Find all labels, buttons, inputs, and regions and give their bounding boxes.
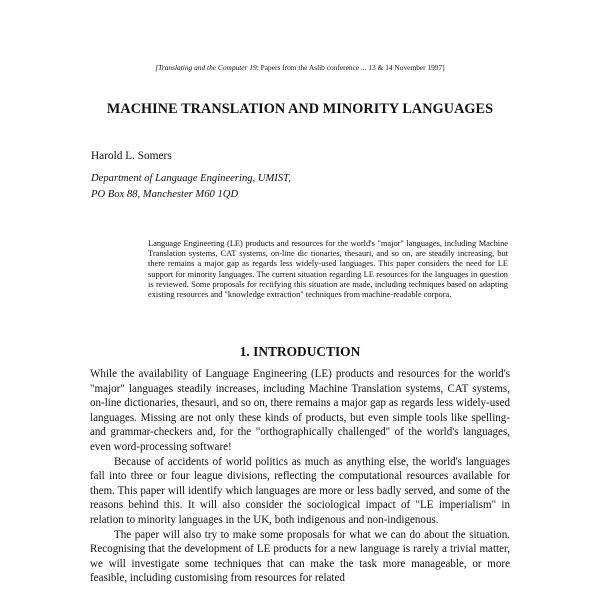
abstract: Language Engineering (LE) products and resources for the world's "major" languages, including Machine Translation systems, CAT systems, on-line dic tionaries, thesauri, and so on, are steadily increasing, but there remains a major gap as regards less widely-used languages. This paper considers the need for LE support for minority languages. The current situation regarding LE resources for the languages in question is reviewed. Some proposals for rectifying this situation are made, including techniques based on adapting existing resources and "knowledge extraction" techniques from machine-readable corpora. — [148, 239, 508, 300]
body-paragraph-3: The paper will also try to make some proposals for what we can do about the situation. Recognising that the development of LE products for a new language is rarely a trivial matter, we will investigate some techniques that can make the task more manageable, or more feasible, including customising from resources for related — [90, 528, 510, 585]
header-conference-details: : Papers from the Aslib conference ... 13 & 14 November 1997] — [256, 63, 445, 72]
body-paragraph-1: While the availability of Language Engineering (LE) products and resources for the world's "major" languages steadily increases, including Machine Translation systems, CAT systems, on-line dictionaries, thesauri, and so on, there remains a major gap as regards less widely-used languages. Missing are not only these kinds of products, but even simple tools like spelling- and grammar-checkers and, for the "orthographically challenged" of the world's languages, even word-processing software! — [90, 368, 510, 453]
conference-header-note — [0, 63, 600, 72]
author-affiliation — [91, 171, 291, 202]
header-journal-title: Translating and the Computer 19 — [158, 63, 257, 72]
introduction-body — [90, 367, 510, 586]
paper-title: MACHINE TRANSLATION AND MINORITY LANGUAGES — [106, 101, 494, 117]
author-name: Harold L. Somers — [91, 150, 172, 162]
affiliation-line-1: Department of Language Engineering, UMIST, — [91, 173, 291, 184]
section-heading-introduction: 1. INTRODUCTION — [239, 344, 361, 359]
body-paragraph-2: Because of accidents of world politics as much as anything else, the world's languages fall into three or four league divisions, reflecting the computational resources available for them. This paper will identify which languages are more or less badly served, and some of the reasons behind this. It will also consider the sociological impact of "LE imperialism" in relation to minority languages in the UK, both indigenous and non-indigenous. — [90, 455, 510, 526]
header-open-bracket: [ — [155, 63, 159, 72]
affiliation-line-2: PO Box 88, Manchester M60 1QD — [91, 188, 239, 200]
